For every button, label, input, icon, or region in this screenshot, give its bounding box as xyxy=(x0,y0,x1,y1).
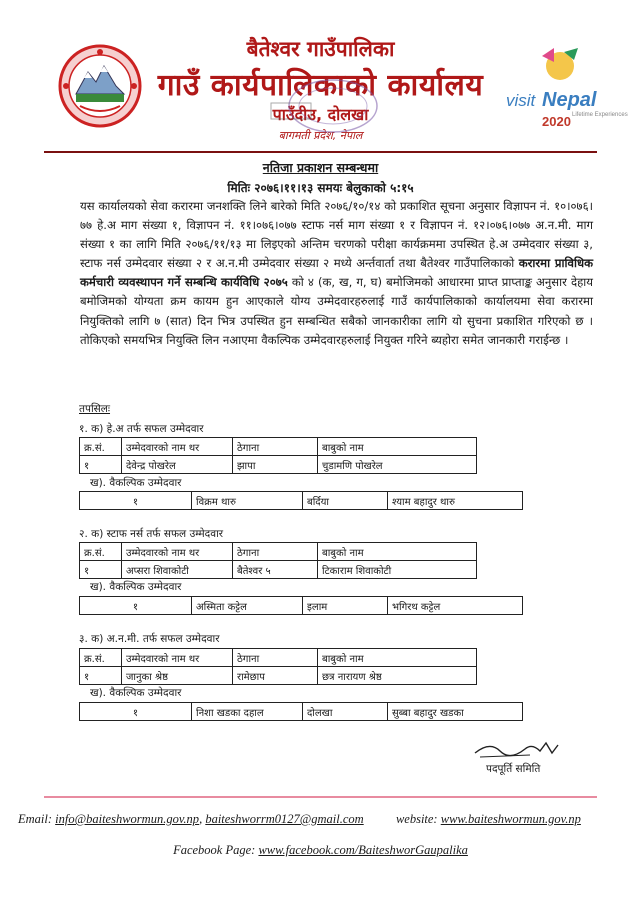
tagline-text: Lifetime Experiences xyxy=(572,112,628,118)
facebook-link[interactable]: www.facebook.com/BaiteshworGaupalika xyxy=(258,843,468,857)
cell-sn: १ xyxy=(80,597,192,615)
cell-sn: १ xyxy=(80,456,122,474)
section-2-heading: २. क) स्टाफ नर्स तर्फ सफल उम्मेदवार xyxy=(79,528,224,540)
cell-sn: १ xyxy=(80,492,192,510)
signature-mark xyxy=(470,737,565,762)
notice-date-time: मितिः २०७६।११।१३ समयः बेलुकाको ५:१५ xyxy=(227,181,414,195)
table-row xyxy=(80,561,477,579)
section-1-heading: १. क) हे.अ तर्फ सफल उम्मेदवार xyxy=(79,423,204,435)
body-text-part1: यस कार्यालयको सेवा करारमा जनशक्ति लिने बारेको मिति २०७६/१०/१४ को प्रकाशित सूचना अनुसार विज्ञापन नं. १०।०७६।७७ हे.अ माग संख्या १, विज्ञापन नं. ११।०७६।०७७ स्टाफ नर्स माग संख्या १ र विज्ञापन नं. १२।०७६।०७७ अ.न.मी. माग संख्या १ का लागि मिति २०७६/११/१३ मा लिइएको अन्तिम चरणको परीक्षा कार्यक्रममा उपस्थित हे.अ उम्मेदवार संख्या ३, स्टाफ नर्स उम्मेदवार संख्या २ र अ.न.मी उम्मेदवार संख्या २ मध्ये अर्न्तवार्ता तथा बैतेश्वर गाउँपालिकाको xyxy=(80,199,593,271)
table-row xyxy=(80,492,523,510)
cell-name: देवेन्द्र पोखरेल xyxy=(122,456,233,474)
email-link-primary[interactable]: info@baiteshwormun.gov.np xyxy=(55,812,200,826)
cell-father: सुब्बा बहादुर खडका xyxy=(388,703,523,721)
cell-address: बर्दिया xyxy=(303,492,388,510)
col-father: बाबुको नाम xyxy=(318,543,477,561)
section-3-heading: ३. क) अ.न.मी. तर्फ सफल उम्मेदवार xyxy=(79,633,220,645)
col-name: उम्मेदवारको नाम थर xyxy=(122,543,233,561)
email-label: Email: xyxy=(18,812,53,826)
section-2-table xyxy=(79,542,477,579)
address-line: बागमती प्रदेश, नेपाल xyxy=(278,129,363,142)
section-1-alt-heading: ख). वैकल्पिक उम्मेदवार xyxy=(90,477,182,489)
cell-sn: १ xyxy=(80,561,122,579)
website-link[interactable]: www.baiteshwormun.gov.np xyxy=(440,812,581,826)
cell-address: बैतेश्वर ५ xyxy=(233,561,318,579)
table-row xyxy=(80,667,477,685)
col-address: ठेगाना xyxy=(233,438,318,456)
table-header-row xyxy=(80,649,477,667)
table-row xyxy=(80,456,477,474)
cell-father: श्याम बहादुर थारु xyxy=(388,492,523,510)
col-sn: क्र.सं. xyxy=(80,649,122,667)
table-header-row xyxy=(80,543,477,561)
footer-contact-line: Email: info@baiteshwormun.gov.np, baiteshworrm0127@gmail.com website: www.baiteshwormun.gov.np xyxy=(18,812,581,826)
col-sn: क्र.सं. xyxy=(80,438,122,456)
signatory-committee: पदपूर्ति समिति xyxy=(486,763,541,775)
section-3-alt-table xyxy=(79,702,523,721)
section-1-alt-table xyxy=(79,491,523,510)
cell-sn: १ xyxy=(80,667,122,685)
cell-father: भगिरथ कट्टेल xyxy=(388,597,523,615)
section-2-alt-heading: ख). वैकल्पिक उम्मेदवार xyxy=(90,581,182,593)
body-text-part2: को ४ (क, ख, ग, घ) बमोजिमको आधारमा प्राप्त प्राप्ताङ्क अनुसार देहाय बमोजिमको योग्यता क्रम कायम हुन आएकाले योग्य उम्मेदवारहरुलाई गाउँ कार्यपालिकाको कार्यालयमा सेवा करारमा नियुक्तिको लागि ७ (सात) दिन भित्र उपस्थित हुन सम्बन्धित सबैको जानकारीका लागि यो सुचना प्रकाशित गरिएको छ । तोकिएको समयभित्र नियुक्ति लिन नआएमा वैकल्पिक उम्मेदवारहरुलाई नियुक्त गरिने ब्यहोरा समेत जानकारी गराईन्छ । xyxy=(80,275,593,347)
office-name: गाउँ कार्यपालिकाको कार्यालय xyxy=(157,68,484,103)
col-sn: क्र.सं. xyxy=(80,543,122,561)
visit-text: visit xyxy=(506,91,536,110)
cell-name: अस्मिता कट्टेल xyxy=(192,597,303,615)
cell-father: टिकाराम शिवाकोटी xyxy=(318,561,477,579)
section-1-table xyxy=(79,437,477,474)
body-text-bold-procedure: करारमा प्राविधिक कर्मचारी व्यवस्थापन गर्ने सम्बन्धि कार्यविधि २०७५ xyxy=(80,256,593,290)
cell-address: इलाम xyxy=(303,597,388,615)
col-name: उम्मेदवारको नाम थर xyxy=(122,649,233,667)
notice-subject: नतिजा प्रकाशन सम्बन्धमा xyxy=(262,160,379,175)
org-name: बैतेश्वर गाउँपालिका xyxy=(246,37,395,61)
table-row xyxy=(80,597,523,615)
details-label: तपसिलः xyxy=(79,403,111,415)
cell-father: छत्र नारायण श्रेष्ठ xyxy=(318,667,477,685)
header-divider xyxy=(44,151,597,153)
cell-sn: १ xyxy=(80,703,192,721)
col-address: ठेगाना xyxy=(233,543,318,561)
cell-name: निशा खडका दहाल xyxy=(192,703,303,721)
office-location: पाउँदीउ, दोलखा xyxy=(272,105,369,124)
section-3-alt-heading: ख). वैकल्पिक उम्मेदवार xyxy=(90,687,182,699)
footer-facebook-line xyxy=(0,843,641,858)
year-text: 2020 xyxy=(542,114,571,129)
section-3-table xyxy=(79,648,477,685)
cell-address: झापा xyxy=(233,456,318,474)
col-father: बाबुको नाम xyxy=(318,649,477,667)
notice-body xyxy=(80,197,593,350)
col-address: ठेगाना xyxy=(233,649,318,667)
cell-name: अप्सरा शिवाकोटी xyxy=(122,561,233,579)
cell-father: चुडामणि पोखरेल xyxy=(318,456,477,474)
footer-divider xyxy=(44,796,597,798)
cell-address: रामेछाप xyxy=(233,667,318,685)
table-row xyxy=(80,703,523,721)
nepal-text: Nepal xyxy=(542,89,597,111)
cell-name: जानुका श्रेष्ठ xyxy=(122,667,233,685)
cell-address: दोलखा xyxy=(303,703,388,721)
table-header-row xyxy=(80,438,477,456)
facebook-label: Facebook Page: xyxy=(173,843,256,857)
section-2-alt-table xyxy=(79,596,523,615)
office-stamp xyxy=(263,75,381,137)
website-label: website: xyxy=(395,812,438,826)
col-father: बाबुको नाम xyxy=(318,438,477,456)
email-link-secondary[interactable]: baiteshworrm0127@gmail.com xyxy=(205,812,364,826)
cell-name: विक्रम थारु xyxy=(192,492,303,510)
col-name: उम्मेदवारको नाम थर xyxy=(122,438,233,456)
